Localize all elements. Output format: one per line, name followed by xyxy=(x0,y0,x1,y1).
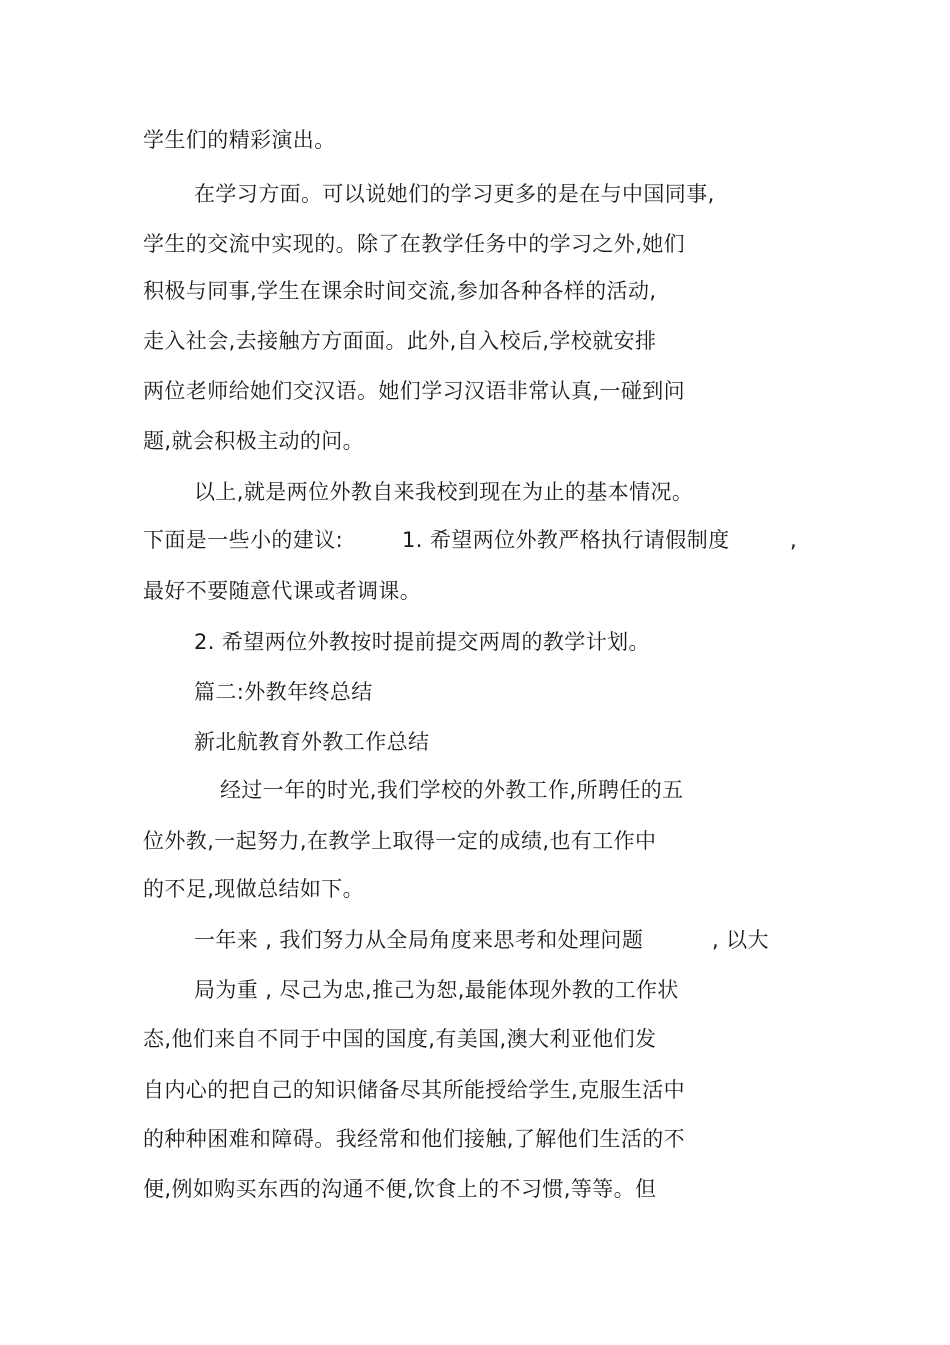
text-fragment: , 以大 xyxy=(712,928,769,952)
text-fragment: 态,他们来自不同于中国的国度,有美国,澳大利亚他们发 xyxy=(143,1027,657,1051)
text-fragment: 两位老师给她们交汉语。她们学习汉语非常认真,一碰到问 xyxy=(143,379,686,403)
text-fragment: 的种种困难和障碍。我经常和他们接触,了解他们生活的不 xyxy=(143,1127,686,1151)
text-fragment: 局为重 , 尽己为忠,推己为恕,最能体现外教的工作状 xyxy=(194,978,679,1002)
text-fragment: 走入社会,去接触方方面面。此外,自入校后,学校就安排 xyxy=(143,329,657,353)
text-fragment: 积极与同事,学生在课余时间交流,参加各种各样的活动, xyxy=(143,279,657,303)
text-fragment: 2. 希望两位外教按时提前提交两周的教学计划。 xyxy=(194,630,650,654)
text-fragment: 下面是一些小的建议: xyxy=(143,528,344,552)
text-fragment: 篇二:外教年终总结 xyxy=(194,680,373,704)
text-fragment: , xyxy=(790,528,798,552)
text-fragment: 以上,就是两位外教自来我校到现在为止的基本情况。 xyxy=(194,480,694,504)
text-fragment: 最好不要随意代课或者调课。 xyxy=(143,579,422,603)
text-fragment: 在学习方面。可以说她们的学习更多的是在与中国同事, xyxy=(194,182,715,206)
text-fragment: 位外教,一起努力,在教学上取得一定的成绩,也有工作中 xyxy=(143,829,657,853)
text-fragment: 1. 希望两位外教严格执行请假制度 xyxy=(402,528,730,552)
text-fragment: 题,就会积极主动的问。 xyxy=(143,429,365,453)
text-fragment: 便,例如购买东西的沟通不便,饮食上的不习惯,等等。但 xyxy=(143,1177,657,1201)
text-fragment: 经过一年的时光,我们学校的外教工作,所聘任的五 xyxy=(220,778,684,802)
text-fragment: 一年来 , 我们努力从全局角度来思考和处理问题 xyxy=(194,928,644,952)
text-fragment: 自内心的把自己的知识储备尽其所能授给学生,克服生活中 xyxy=(143,1078,686,1102)
text-fragment: 学生们的精彩演出。 xyxy=(143,128,336,152)
text-fragment: 新北航教育外教工作总结 xyxy=(194,730,430,754)
text-fragment: 学生的交流中实现的。除了在教学任务中的学习之外,她们 xyxy=(143,232,686,256)
text-fragment: 的不足,现做总结如下。 xyxy=(143,877,365,901)
